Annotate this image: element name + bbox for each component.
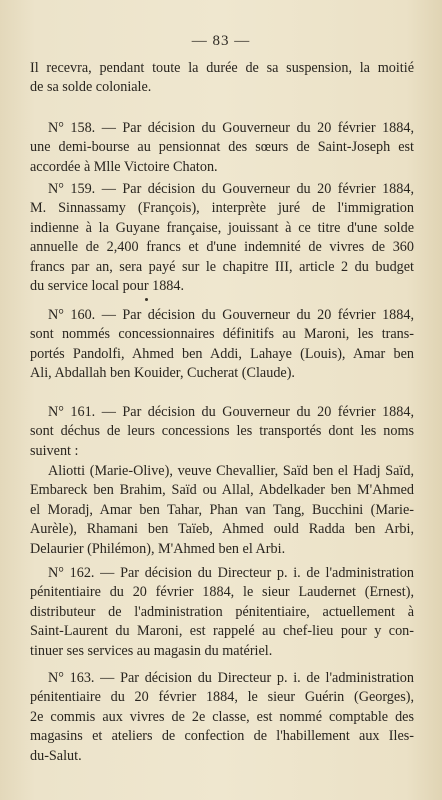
page-number: — 83 — <box>191 33 251 49</box>
text-line: Aurèle), Rhamani ben Taïeb, Ahmed ould Radda ben Arbi, <box>30 521 414 538</box>
text-line: N° 162. — Par décision du Directeur p. i. de l'administration <box>48 565 414 581</box>
text-line: indienne à la Guyane française, jouissant à ce titre d'une solde <box>30 219 414 236</box>
text-line: Ali, Abdallah ben Kouider, Cucherat (Claude). <box>30 365 295 382</box>
text-line: distributeur de l'administration pénitentiaire, actuellement à <box>30 603 414 620</box>
text-line: Saint-Laurent du Maroni, est rappelé au chef-lieu pour y con- <box>30 623 414 640</box>
text-line: suivent : <box>30 442 79 459</box>
text-line: M. Sinnassamy (François), interprète juré de l'immigration <box>30 200 414 217</box>
text-line: el Moradj, Amar ben Tahar, Phan van Tang, Bucchini (Marie- <box>30 501 414 518</box>
text-line: sont déchus de leurs concessions les transportés dont les noms <box>30 423 414 440</box>
text-line: Il recevra, pendant toute la durée de sa suspension, la moitié <box>30 60 414 76</box>
text-line: Aliotti (Marie-Olive), veuve Chevallier, Saïd ben el Hadj Saïd, <box>48 463 414 479</box>
text-line: du service local pour 1884. <box>30 278 185 295</box>
text-line: N° 161. — Par décision du Gouverneur du 20 février 1884, <box>48 404 414 420</box>
text-line: N° 160. — Par décision du Gouverneur du 20 février 1884, <box>48 307 414 323</box>
text-line: Embareck ben Brahim, Saïd ou Allal, Abdelkader ben M'Ahmed <box>30 482 414 499</box>
text-line: annuelle de 2,400 francs et d'une indemnité de vivres de 360 <box>30 239 414 256</box>
text-line: pénitentiaire du 20 février 1884, le sieur Guérin (Georges), <box>30 689 414 706</box>
text-line: accordée à Mlle Victoire Chaton. <box>30 158 218 175</box>
paragraph-decision-158 <box>30 119 414 177</box>
text-line: pénitentiaire du 20 février 1884, le sieur Laudernet (Ernest), <box>30 584 414 601</box>
text-line: N° 163. — Par décision du Directeur p. i. de l'administration <box>48 670 414 686</box>
text-line: sont nommés concessionnaires définitifs au Maroni, les trans- <box>30 326 414 343</box>
paragraph-decision-162 <box>30 564 414 661</box>
ink-dot <box>145 298 148 301</box>
text-line: portés Pandolfi, Ahmed ben Addi, Lahaye (Louis), Amar ben <box>30 345 414 362</box>
text-line: du-Salut. <box>30 747 82 764</box>
text-line: 2e commis aux vivres de 2e classe, est nommé comptable des <box>30 708 414 725</box>
paragraph-decision-161-names <box>30 462 414 559</box>
paragraph-continuation <box>30 59 414 98</box>
text-line: tinuer ses services au magasin du matériel. <box>30 642 273 659</box>
paragraph-decision-163 <box>30 669 414 766</box>
paragraph-decision-160 <box>30 306 414 384</box>
text-line: de sa solde coloniale. <box>30 79 152 96</box>
paragraph-decision-161 <box>30 403 414 461</box>
paragraph-decision-159 <box>30 180 414 296</box>
text-line: magasins et ateliers de confection de l'habillement aux Iles- <box>30 728 414 745</box>
text-line: une demi-bourse au pensionnat des sœurs de Saint-Joseph est <box>30 139 414 156</box>
text-line: Delaurier (Philémon), M'Ahmed ben el Arbi. <box>30 540 286 557</box>
text-line: francs par an, sera payé sur le chapitre III, article 2 du budget <box>30 258 414 275</box>
text-line: N° 159. — Par décision du Gouverneur du 20 février 1884, <box>48 181 414 197</box>
text-line: N° 158. — Par décision du Gouverneur du 20 février 1884, <box>48 120 414 136</box>
